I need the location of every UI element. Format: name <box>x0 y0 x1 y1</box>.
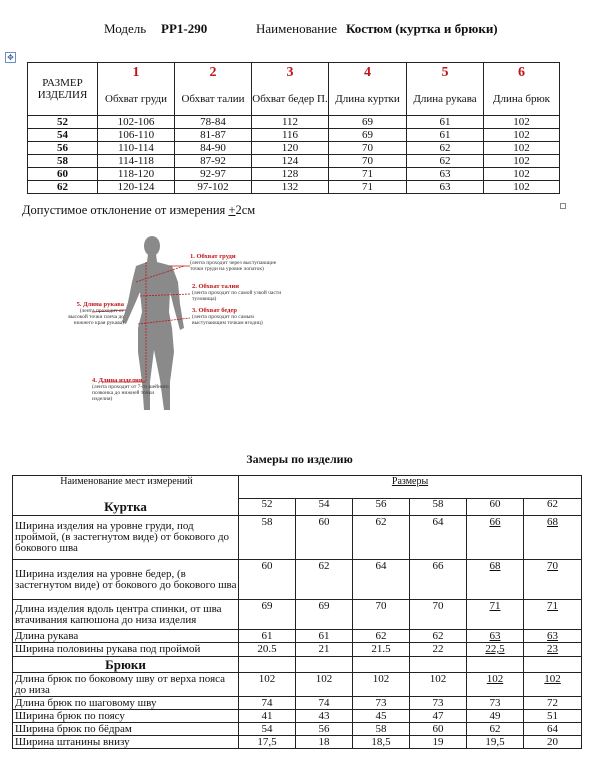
size-row <box>28 155 560 168</box>
column-number: 5 <box>407 63 484 84</box>
empty-cell <box>410 657 467 673</box>
measurement-name: Ширина брюк по бёдрам <box>13 723 239 736</box>
size-row <box>28 116 560 129</box>
measurement-value: 58 <box>239 516 296 560</box>
measurement-value: 18,5 <box>353 736 410 749</box>
value-cell: 61 <box>407 116 484 129</box>
measurement-row <box>13 600 582 630</box>
tolerance-text: Допустимое отклонение от измерения <box>22 203 226 217</box>
garment-measurements-table <box>12 475 582 749</box>
value-cell: 69 <box>329 129 407 142</box>
value-cell: 102 <box>484 129 560 142</box>
measurement-value: 73 <box>410 697 467 710</box>
measurement-value: 45 <box>353 710 410 723</box>
measurement-value: 58 <box>353 723 410 736</box>
figure-label-waist: 2. Обхват талии (лента проходит по самой узкой части туловища) <box>192 283 282 302</box>
size-column-header: РАЗМЕР ИЗДЕЛИЯ <box>28 63 98 116</box>
size-row <box>28 129 560 142</box>
measurement-name: Ширина половины рукава под проймой <box>13 643 239 657</box>
size-header-cell: 56 <box>353 499 410 516</box>
size-header-cell: 54 <box>296 499 353 516</box>
measurement-value: 62 <box>296 560 353 600</box>
measurement-value: 62 <box>353 630 410 643</box>
value-cell: 132 <box>252 181 329 194</box>
figure-label-sleeve: 5. Длина рукава (лента проходит от высокой точки плеча до нижнего края рукава) <box>68 301 124 326</box>
measurement-value: 70 <box>410 600 467 630</box>
name-label: Наименование <box>256 21 337 36</box>
size-chart-table <box>27 62 560 194</box>
measurement-value: 73 <box>353 697 410 710</box>
sizes-header: Размеры <box>239 476 582 499</box>
measurement-value: 102 <box>524 673 582 697</box>
tolerance-note <box>22 203 255 218</box>
column-number: 3 <box>252 63 329 84</box>
measurement-row <box>13 736 582 749</box>
value-cell: 71 <box>329 168 407 181</box>
empty-cell <box>524 657 582 673</box>
value-cell: 118-120 <box>98 168 175 181</box>
value-cell: 84-90 <box>175 142 252 155</box>
measurement-row <box>13 560 582 600</box>
value-cell: 62 <box>407 155 484 168</box>
value-cell: 87-92 <box>175 155 252 168</box>
measurement-name: Длина рукава <box>13 630 239 643</box>
measurement-value: 102 <box>353 673 410 697</box>
measurement-value: 62 <box>410 630 467 643</box>
measurement-name: Ширина штанины внизу <box>13 736 239 749</box>
value-cell: 112 <box>252 116 329 129</box>
value-cell: 116 <box>252 129 329 142</box>
measurement-row <box>13 630 582 643</box>
size-cell: 58 <box>28 155 98 168</box>
measurement-value: 72 <box>524 697 582 710</box>
size-header-cell: 58 <box>410 499 467 516</box>
measurement-value: 18 <box>296 736 353 749</box>
measurement-value: 41 <box>239 710 296 723</box>
size-cell: 56 <box>28 142 98 155</box>
measurement-row <box>13 516 582 560</box>
figure-label-hips: 3. Обхват бедер (лента проходит по самым выступающим точкам ягодиц) <box>192 307 263 326</box>
value-cell: 62 <box>407 142 484 155</box>
measurement-row <box>13 697 582 710</box>
size-cell: 52 <box>28 116 98 129</box>
measurement-value: 102 <box>410 673 467 697</box>
section-pants-header: Брюки <box>13 657 239 673</box>
section-jacket-header: Куртка <box>13 499 239 516</box>
measurement-value: 47 <box>410 710 467 723</box>
measurement-value: 74 <box>239 697 296 710</box>
measurement-value: 54 <box>239 723 296 736</box>
empty-cell <box>296 657 353 673</box>
value-cell: 102-106 <box>98 116 175 129</box>
measurement-value: 68 <box>467 560 524 600</box>
measurement-row <box>13 643 582 657</box>
model-label: Модель <box>104 21 147 36</box>
table-move-handle-icon[interactable]: ✥ <box>5 52 16 63</box>
measurement-figure <box>62 232 287 418</box>
measurement-value: 43 <box>296 710 353 723</box>
tolerance-value: 2см <box>235 203 256 217</box>
measurement-value: 51 <box>524 710 582 723</box>
measurement-row <box>13 673 582 697</box>
column-header: Обхват груди <box>98 83 175 116</box>
measurement-value: 70 <box>353 600 410 630</box>
value-cell: 63 <box>407 181 484 194</box>
measurement-value: 73 <box>467 697 524 710</box>
tolerance-plus-minus: + <box>228 203 236 217</box>
size-row <box>28 142 560 155</box>
measurement-value: 64 <box>524 723 582 736</box>
value-cell: 128 <box>252 168 329 181</box>
value-cell: 78-84 <box>175 116 252 129</box>
measurement-value: 49 <box>467 710 524 723</box>
value-cell: 71 <box>329 181 407 194</box>
value-cell: 102 <box>484 116 560 129</box>
column-number: 4 <box>329 63 407 84</box>
measurement-name: Длина брюк по боковому шву от верха пояса до низа <box>13 673 239 697</box>
empty-cell <box>353 657 410 673</box>
column-header: Длина рукава <box>407 83 484 116</box>
measurement-value: 22 <box>410 643 467 657</box>
measurement-value: 19 <box>410 736 467 749</box>
measurement-value: 19,5 <box>467 736 524 749</box>
model-code: РР1-290 <box>161 21 208 36</box>
measurement-value: 60 <box>239 560 296 600</box>
value-cell: 102 <box>484 142 560 155</box>
measurement-value: 23 <box>524 643 582 657</box>
empty-cell <box>239 657 296 673</box>
value-cell: 120-124 <box>98 181 175 194</box>
value-cell: 70 <box>329 155 407 168</box>
measurement-value: 64 <box>353 560 410 600</box>
value-cell: 120 <box>252 142 329 155</box>
measurement-value: 62 <box>353 516 410 560</box>
measurement-value: 71 <box>524 600 582 630</box>
measurements-body <box>13 476 582 749</box>
column-header: Обхват талии <box>175 83 252 116</box>
measurement-value: 56 <box>296 723 353 736</box>
document-header <box>0 21 599 39</box>
column-header: Обхват бедер П. <box>252 83 329 116</box>
measurement-name: Длина изделия вдоль центра спинки, от шва втачивания капюшона до низа изделия <box>13 600 239 630</box>
measurement-value: 22,5 <box>467 643 524 657</box>
measurement-name: Ширина изделия на уровне бедер, (в застегнутом виде) от бокового до бокового шва <box>13 560 239 600</box>
value-cell: 102 <box>484 168 560 181</box>
value-cell: 110-114 <box>98 142 175 155</box>
measurement-value: 102 <box>467 673 524 697</box>
column-number: 2 <box>175 63 252 84</box>
size-header-cell: 52 <box>239 499 296 516</box>
measurement-value: 21 <box>296 643 353 657</box>
measurement-row <box>13 723 582 736</box>
measurements-title: Замеры по изделию <box>246 452 353 466</box>
measurement-value: 69 <box>296 600 353 630</box>
size-header-cell: 62 <box>524 499 582 516</box>
value-cell: 102 <box>484 181 560 194</box>
name-value: Костюм (куртка и брюки) <box>346 21 498 36</box>
measurement-value: 60 <box>296 516 353 560</box>
measurement-name: Длина брюк по шаговому шву <box>13 697 239 710</box>
value-cell: 97-102 <box>175 181 252 194</box>
size-row <box>28 168 560 181</box>
measurement-value: 66 <box>410 560 467 600</box>
value-cell: 81-87 <box>175 129 252 142</box>
measurement-value: 20 <box>524 736 582 749</box>
value-cell: 124 <box>252 155 329 168</box>
measurement-value: 69 <box>239 600 296 630</box>
place-column-header: Наименование мест измерений <box>13 476 239 499</box>
value-cell: 63 <box>407 168 484 181</box>
size-cell: 62 <box>28 181 98 194</box>
measurement-value: 61 <box>296 630 353 643</box>
column-header: Длина куртки <box>329 83 407 116</box>
column-number: 6 <box>484 63 560 84</box>
measurement-value: 63 <box>467 630 524 643</box>
measurement-value: 63 <box>524 630 582 643</box>
size-row <box>28 181 560 194</box>
value-cell: 114-118 <box>98 155 175 168</box>
size-chart-body <box>28 116 560 194</box>
value-cell: 106-110 <box>98 129 175 142</box>
table-resize-handle[interactable] <box>560 203 566 209</box>
measurement-value: 61 <box>239 630 296 643</box>
measurement-value: 71 <box>467 600 524 630</box>
figure-label-chest: 1. Обхват груди (лента проходит через выступающие точки груди на уровне лопаток) <box>190 253 277 272</box>
value-cell: 92-97 <box>175 168 252 181</box>
size-cell: 54 <box>28 129 98 142</box>
value-cell: 61 <box>407 129 484 142</box>
measurement-name: Ширина изделия на уровне груди, под проймой, (в застегнутом виде) от бокового до бокового шва <box>13 516 239 560</box>
measurement-value: 66 <box>467 516 524 560</box>
measurement-value: 64 <box>410 516 467 560</box>
figure-label-length: 4. Длина изделия (лента проходит от 7-го шейного позвонка до нижней точки изделия) <box>92 377 169 402</box>
size-header-cell: 60 <box>467 499 524 516</box>
measurement-row <box>13 710 582 723</box>
measurement-value: 17,5 <box>239 736 296 749</box>
size-cell: 60 <box>28 168 98 181</box>
column-header: Длина брюк <box>484 83 560 116</box>
value-cell: 69 <box>329 116 407 129</box>
measurement-value: 68 <box>524 516 582 560</box>
empty-cell <box>467 657 524 673</box>
measurement-value: 70 <box>524 560 582 600</box>
value-cell: 102 <box>484 155 560 168</box>
value-cell: 70 <box>329 142 407 155</box>
measurement-value: 20.5 <box>239 643 296 657</box>
measurement-value: 62 <box>467 723 524 736</box>
section-pants-row <box>13 657 582 673</box>
column-number: 1 <box>98 63 175 84</box>
measurement-value: 102 <box>296 673 353 697</box>
measurement-value: 74 <box>296 697 353 710</box>
measurement-value: 102 <box>239 673 296 697</box>
measurement-name: Ширина брюк по поясу <box>13 710 239 723</box>
measurement-value: 60 <box>410 723 467 736</box>
measurement-value: 21.5 <box>353 643 410 657</box>
